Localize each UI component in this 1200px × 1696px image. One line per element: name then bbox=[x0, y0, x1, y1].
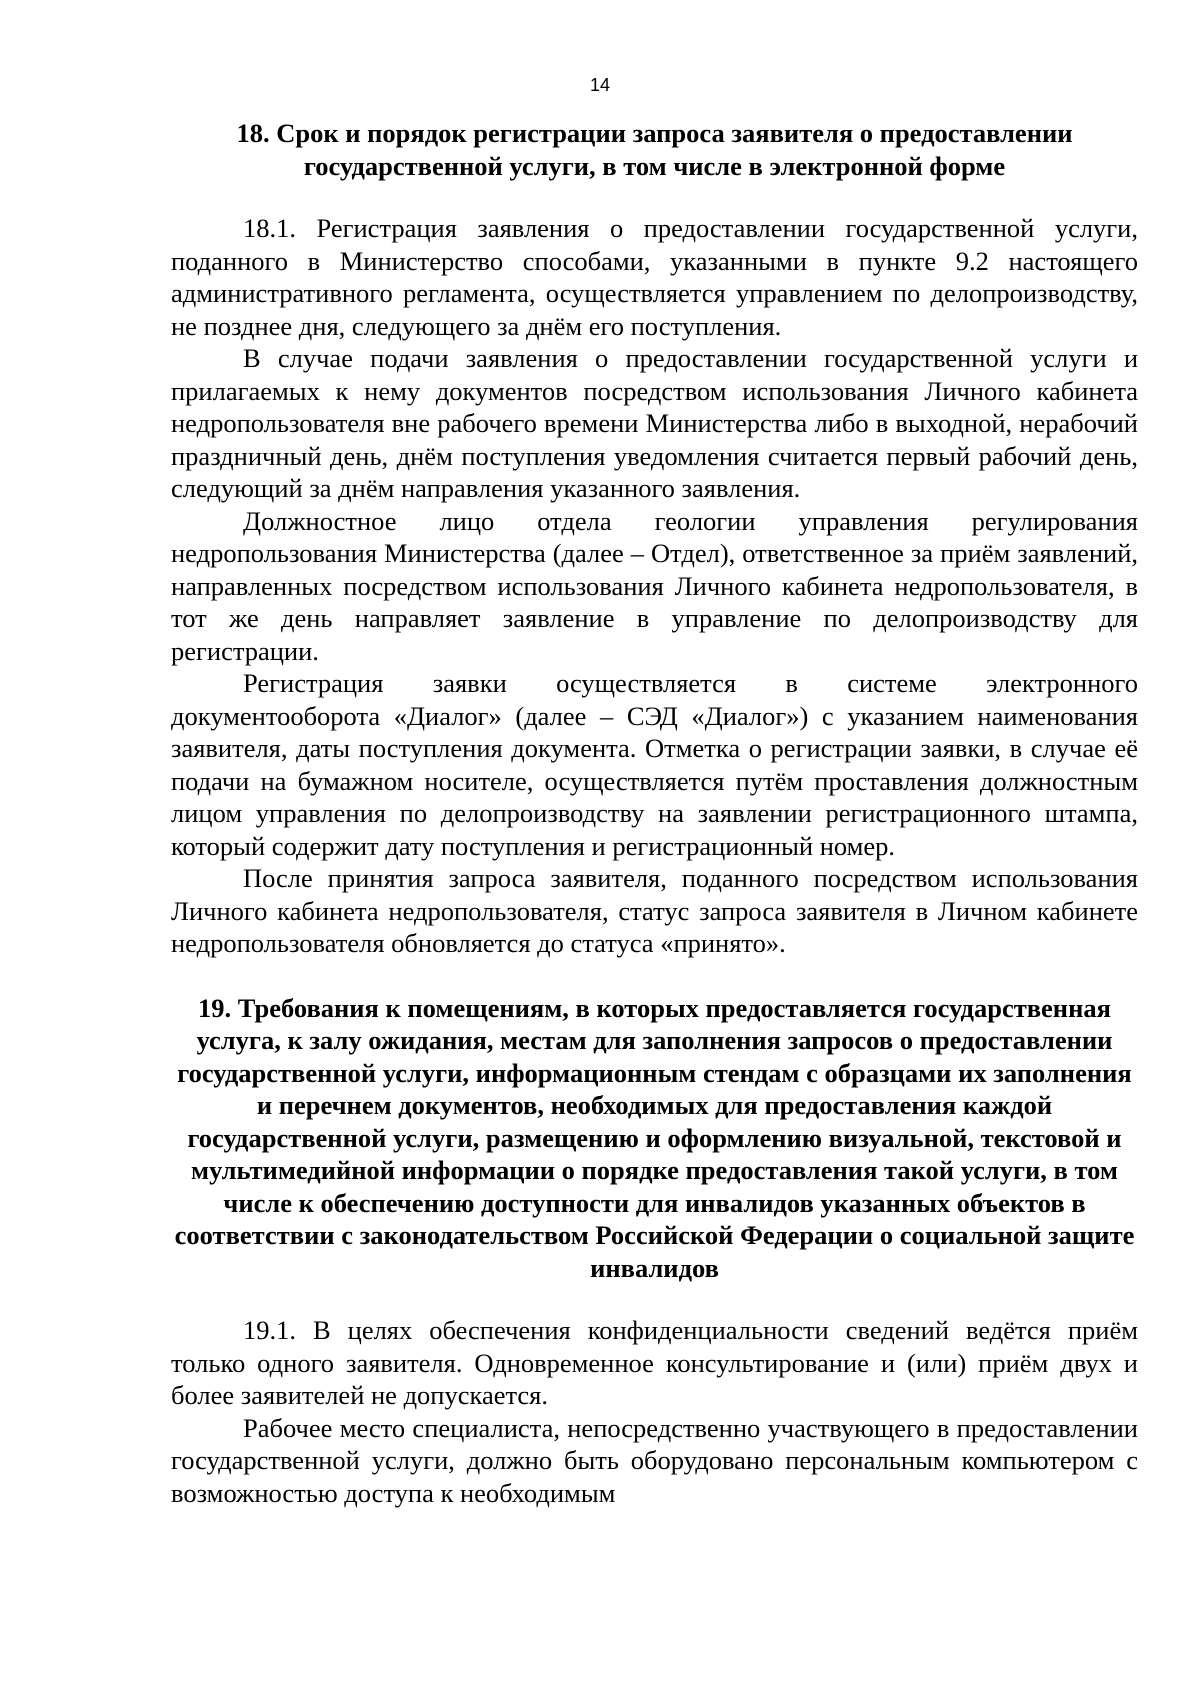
page-content bbox=[171, 117, 1138, 1509]
section-18-heading: 18. Срок и порядок регистрации запроса заявителя о предоставлении государственной услуги, в том числе в электронной форме bbox=[236, 118, 1073, 181]
section-19-body bbox=[171, 1314, 1138, 1509]
page-number: 14 bbox=[589, 75, 611, 95]
section-18-body bbox=[171, 212, 1138, 960]
paragraph-18-status: После принятия запроса заявителя, поданного посредством использования Личного кабинета недропользователя, статус запроса заявителя в Личном кабинете недропользователя обновляется до статуса «принято». bbox=[171, 863, 1138, 958]
paragraph-18-registration: Регистрация заявки осуществляется в системе электронного документооборота «Диалог» (далее – СЭД «Диалог») с указанием наименования заявителя, даты поступления документа. Отметка о регистрации заявки, в случае её подачи на бумажном носителе, осуществляется путём проставления должностным лицом управления по делопроизводству на заявлении регистрационного штампа, который содержит дату поступления и регистрационный номер. bbox=[171, 668, 1138, 861]
paragraph-19-workplace: Рабочее место специалиста, непосредственно участвующего в предоставлении государственной услуги, должно быть оборудовано персональным компьютером с возможностью доступа к необходимым bbox=[171, 1412, 1138, 1508]
paragraph-18-1: 18.1. Регистрация заявления о предоставлении государственной услуги, поданного в Министерство способами, указанными в пункте 9.2 настоящего административного регламента, осуществляется управлением по делопроизводству, не позднее дня, следующего за днём его поступления. bbox=[171, 213, 1138, 341]
paragraph-18-after-hours: В случае подачи заявления о предоставлении государственной услуги и прилагаемых к нему документов посредством использования Личного кабинета недропользователя вне рабочего времени Министерства либо в выходной, нерабочий праздничный день, днём поступления уведомления считается первый рабочий день, следующий за днём направления указанного заявления. bbox=[171, 343, 1138, 503]
section-19-heading: 19. Требования к помещениям, в которых предоставляется государственная услуга, к залу ожидания, местам для заполнения запросов о предоставлении государственной услуги, информационным стендам с образцами их заполнения и перечнем документов, необходимых для предоставления каждой государственной услуги, размещению и оформлению визуальной, текстовой и мультимедийной информации о порядке предоставления такой услуги, в том числе к обеспечению доступности для инвалидов указанных объектов в соответствии с законодательством Российской Федерации о социальной защите инвалидов bbox=[174, 992, 1135, 1283]
paragraph-18-official: Должностное лицо отдела геологии управления регулирования недропользования Министерства (далее – Отдел), ответственное за приём заявлений, направленных посредством использования Личного кабинета недропользователя, в тот же день направляет заявление в управление по делопроизводству для регистрации. bbox=[171, 505, 1138, 666]
paragraph-19-1: 19.1. В целях обеспечения конфиденциальности сведений ведётся приём только одного заявителя. Одновременное консультирование и (или) приём двух и более заявителей не допускается. bbox=[171, 1315, 1138, 1410]
